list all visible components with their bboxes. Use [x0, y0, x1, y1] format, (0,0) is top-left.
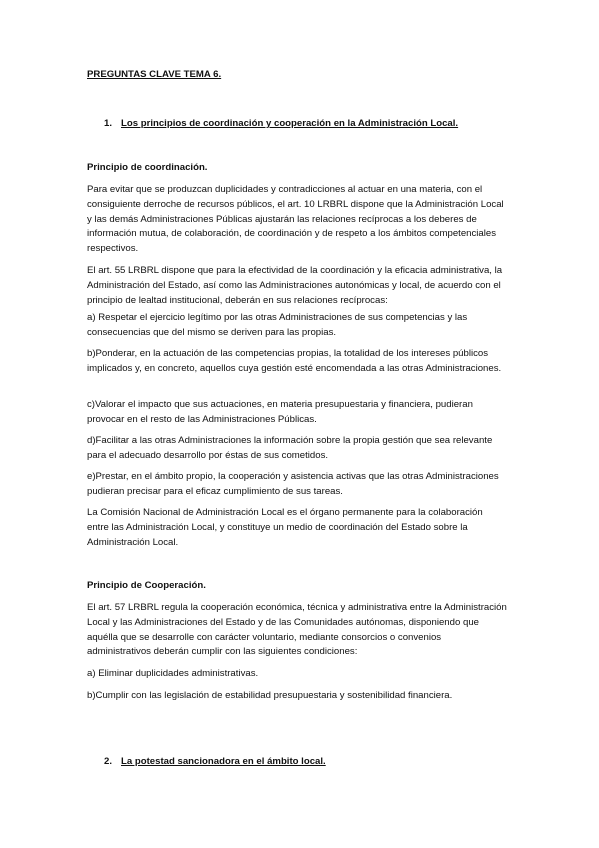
- coordination-item-b: b)Ponderar, en la actuación de las competencias propias, la totalidad de los intereses públicos implicados y, en concreto, aquellos cuya gestión esté encomendada a las otras Administraciones.: [87, 348, 502, 374]
- coordination-item-c: c)Valorar el impacto que sus actuaciones, en materia presupuestaria y financiera, pudieran provocar en el resto de las Administraciones Públicas.: [87, 399, 473, 425]
- cooperation-item-a: a) Eliminar duplicidades administrativas.: [87, 668, 259, 679]
- section-1-number: 1.: [104, 118, 113, 129]
- section-2-heading: [104, 756, 326, 767]
- cooperation-paragraph-1: El art. 57 LRBRL regula la cooperación económica, técnica y administrativa entre la Administración Local y las Administraciones del Estado y de las Comunidades autónomas, disponiendo que aquélla que se desarrolle con carácter voluntario, mediante consorcios o convenios administrativos deberán cumplir con las siguientes condiciones:: [87, 602, 507, 658]
- coordination-paragraph-2: El art. 55 LRBRL dispone que para la efectividad de la coordinación y la eficacia administrativa, la Administración del Estado, así como las Administraciones autonómicas y local, de acuerdo con el principio de lealtad institucional, deberán en sus relaciones recíprocas:: [87, 265, 503, 306]
- section-1-heading: [104, 118, 458, 129]
- coordination-subheading: Principio de coordinación.: [87, 162, 208, 173]
- section-2-number: 2.: [104, 756, 113, 767]
- cooperation-subheading: Principio de Cooperación.: [87, 580, 206, 591]
- coordination-item-e: e)Prestar, en el ámbito propio, la cooperación y asistencia activas que las otras Administraciones pudieran precisar para el eficaz cumplimiento de sus tareas.: [87, 471, 499, 497]
- section-2-title: La potestad sancionadora en el ámbito local.: [121, 756, 326, 767]
- coordination-paragraph-3: La Comisión Nacional de Administración Local es el órgano permanente para la colaboración entre las Administración Local, y constituye un medio de coordinación del Estado sobre la Administración Local.: [87, 507, 483, 548]
- coordination-item-a: a) Respetar el ejercicio legítimo por las otras Administraciones de sus competencias y las consecuencias que del mismo se deriven para las propias.: [87, 312, 468, 338]
- cooperation-item-b: b)Cumplir con las legislación de estabilidad presupuestaria y sostenibilidad financiera.: [87, 690, 453, 701]
- coordination-paragraph-1: Para evitar que se produzcan duplicidades y contradicciones al actuar en una materia, con el consiguiente derroche de recursos públicos, el art. 10 LRBRL dispone que la Administración Local y las demás Administraciones Públicas ajustarán las relaciones recíprocas a los deberes de información mutua, de colaboración, de coordinación y de respeto a los ámbitos competenciales respectivos.: [87, 184, 504, 255]
- document-heading: PREGUNTAS CLAVE TEMA 6.: [87, 69, 222, 80]
- section-1-title: Los principios de coordinación y cooperación en la Administración Local.: [121, 118, 459, 129]
- coordination-item-d: d)Facilitar a las otras Administraciones la información sobre la propia gestión que sea relevante para el adecuado desarrollo por éstas de sus cometidos.: [87, 435, 493, 461]
